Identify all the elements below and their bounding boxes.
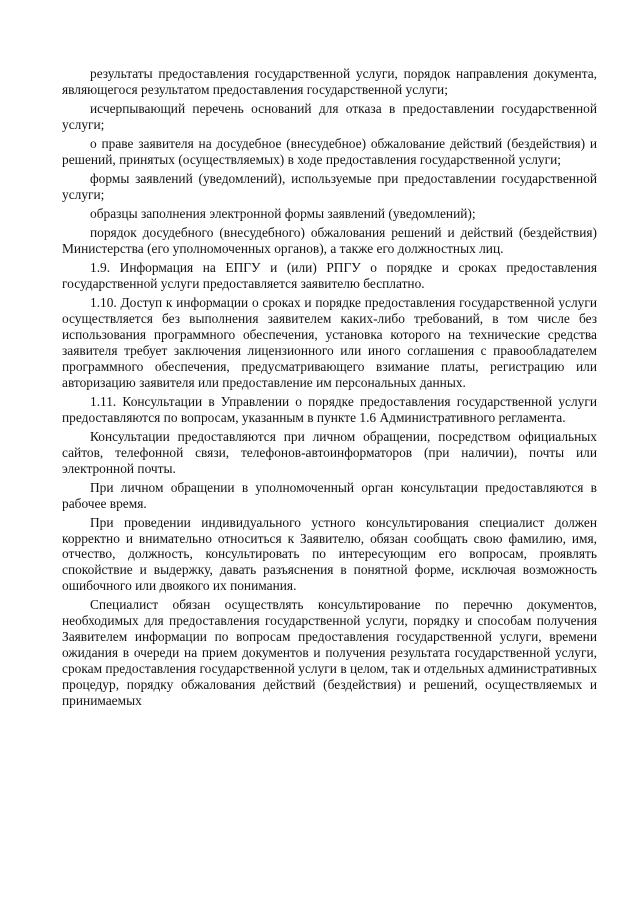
paragraph-refusal-grounds: исчерпывающий перечень оснований для отказа в предоставлении государственной услуги; [62,101,597,132]
paragraph-consultation-channels: Консультации предоставляются при личном обращении, посредством официальных сайтов, телефонной связи, телефонов-автоинформаторов (при наличии), почты или электронной почты. [62,428,597,476]
paragraph-1-9: 1.9. Информация на ЕПГУ и (или) РПГУ о порядке и сроках предоставления государственной услуги предоставляется заявителю бесплатно. [62,260,597,291]
paragraph-appeal-procedure: порядок досудебного (внесудебного) обжалования решений и действий (бездействия) Министерства (его уполномоченных органов), а также его должностных лиц. [62,225,597,256]
paragraph-1-10: 1.10. Доступ к информации о сроках и порядке предоставления государственной услуги осуществляется без выполнения заявителем каких-либо требований, в том числе без использования программного обеспечения, установка которого на технические средства заявителя требует заключения лицензионного или иного соглашения с правообладателем программного обеспечения, предусматривающего взимание платы, регистрацию или авторизацию заявителя или предоставление им персональных данных. [62,295,597,390]
paragraph-form-samples: образцы заполнения электронной формы заявлений (уведомлений); [90,206,476,221]
paragraph-application-forms: формы заявлений (уведомлений), используемые при предоставлении государственной услуги; [62,171,597,202]
document-body [62,66,597,712]
paragraph-consulting-topics: Специалист обязан осуществлять консультирование по перечню документов, необходимых для предоставления государственной услуги, порядку и способам получения Заявителем информации по вопросам предоставления государственной услуги, времени ожидания в очереди на прием документов и получения результата государственной услуги, срокам предоставления государственной услуги в целом, так и отдельных административных процедур, порядку обжалования действий (бездействия) и решений, осуществляемых и принимаемых [62,597,597,708]
paragraph-oral-consulting: При проведении индивидуального устного консультирования специалист должен корректно и внимательно относиться к Заявителю, обязан сообщать свою фамилию, имя, отчество, должность, консультировать по интересующим его вопросам, проявлять спокойствие и выдержку, давать разъяснения в понятной форме, исключая возможность ошибочного или двоякого их понимания. [62,514,597,594]
paragraph-appeal-right: о праве заявителя на досудебное (внесудебное) обжалование действий (бездействия) и решений, принятых (осуществляемых) в ходе предоставления государственной услуги; [62,136,597,167]
paragraph-results: результаты предоставления государственной услуги, порядок направления документа, являющегося результатом предоставления государственной услуги; [62,66,597,97]
paragraph-personal-visit: При личном обращении в уполномоченный орган консультации предоставляются в рабочее время. [62,479,597,511]
paragraph-1-11: 1.11. Консультации в Управлении о порядке предоставления государственной услуги предоставляются по вопросам, указанным в пункте 1.6 Административного регламента. [62,393,597,425]
